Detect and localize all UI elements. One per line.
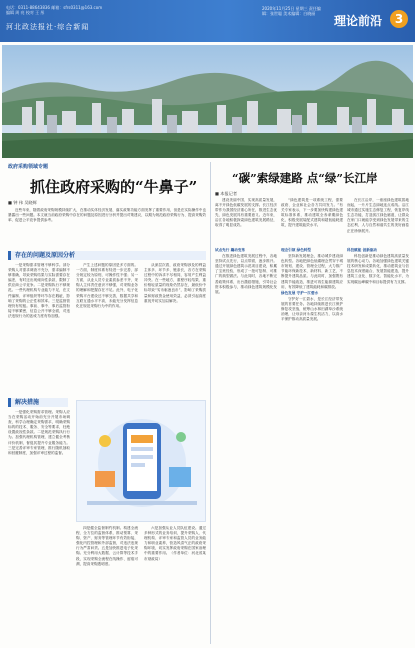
paragraph: 在长江沿岸，一座座绿色建筑拔地而起，一片片生态绿地连点成线。沿江城市通过实施生态修复工程，恢复岸线生态功能，打造滨江绿色廊道，让群众在家门口就能享受到绿色发展带来的生态红利，人与自然和谐共生的美好画卷正在徐徐展开。 — [347, 198, 409, 233]
skyline-illustration — [2, 45, 413, 158]
paragraph: 一是采购需求管理不够科学。部分采购人对需求调查不充分，需求编制不够准确，导致采购结果与实际需要存在偏差，有时还出现倾向性条款，限制了供应商公平竞争。二是采购执行不够规范。一些代理机构专业能力不足，在文件编制、评审组织等环节存在瑕疵，影响了采购的公正性和效率。三是监督管理仍有短板。事前、事中、事后监管衔接不够紧密，信息公开不够全面，对违法违规行为的惩戒力度有待加强。 — [8, 263, 70, 318]
article1-col6 — [144, 526, 206, 642]
contact-line: 电话：0311-88643836 邮箱：sfrs0311@163.com — [6, 5, 103, 10]
article1-byline: ■ 钟 伟 吴晓辉 — [8, 200, 37, 205]
masthead — [0, 0, 415, 42]
paragraph: 守护好一江碧水，是长江经济带发展的首要任务。各地持续推进长江保护修复攻坚战，统筹山水林田湖草沙系统治理，让母亲河永葆生机活力，以高水平保护推动高质量发展。 — [281, 296, 343, 322]
section-title: 理论前沿 — [334, 14, 383, 28]
procurement-illustration — [76, 400, 206, 522]
article1-col5 — [76, 526, 138, 642]
masthead-date-info: 2020年11月25日 星期三 责任编辑：张世聪 美术编辑：白晓丽 — [262, 6, 321, 17]
page-number-badge: 3 — [390, 10, 408, 28]
article1-col4 — [8, 410, 70, 642]
paragraph: 产生上述问题的原因是多方面的。一方面，制度体系有待进一步完善，部分规定较为原则，可操作性不强；另一方面，从业人员专业素质参差不齐，采购人主体责任意识不够强，对采购业务的理解和把握存在不足。此外，电子化采购平台建设还不够完善，数据共享和互联互通水平不高，未能充分发挥信息化在规范采购行为中的作用。 — [76, 263, 138, 308]
subheading: 绿色发展 守护一江碧水 — [281, 290, 319, 295]
paragraph: 从深层次看，政府采购涉及的利益主体多、环节多、链条长，各方在采购过程中的诉求不尽相同，容易产生利益冲突。在一些地方，重程序轻结果、重价格轻质量的现象仍然存在，最低价中标导致“劣币驱逐良币”，影响了采购质量和财政资金使用效益，必须引起高度重视并切实加以解决。 — [144, 263, 206, 303]
article1-col1 — [8, 263, 70, 393]
paragraph: 科技创新是推动绿色建筑高质量发展的核心动力。各地加强绿色建筑关键技术研发和成果转化，推动建筑业与信息技术深度融合，发展智能建造，提升建筑工业化、数字化、智能化水平，为实现碳达峰碳中和目标提供有力支撑。 — [347, 254, 409, 284]
article1-col3 — [144, 263, 206, 393]
masthead-contact-info — [6, 5, 126, 15]
article2-colB-top — [281, 198, 343, 244]
section-heading-problems: 存在的问题及原因分析 — [8, 251, 206, 260]
column-divider — [210, 162, 211, 644]
article1-tag: 政府采购领域专题 — [8, 164, 49, 170]
article2-col2 — [281, 247, 343, 642]
subheading: 理念引领 绿色转型 — [281, 248, 312, 252]
paragraph: 四是健全监督制约机制。构建全流程、全方位的监督体系，推动预算、采购、资产、财务等管理环节有效衔接，强化内控管理和外部监督，对违法违规行为严肃问责。五是加快推进电子化采购。充分利用大数据、云计算等技术手段，实现采购全流程在线操作、留痕可溯，提高采购透明度。 — [76, 526, 138, 566]
paragraph: 一是强化采购需求管理。采购人应当在采购活动开始前充分开展市场调查，科学合理确定采购需求，明确采购标的的技术、服务、安全等要求，杜绝设置歧视性条款。二是规范采购执行行为。加强代理机构管理，建立健全考核评价机制，督促其提升专业服务能力。三是完善评审专家管理，推行随机抽取和回避制度，加强评审过程的监督。 — [8, 410, 70, 455]
section-heading-solutions: 解决措施 — [8, 398, 68, 407]
subheading: 试点先行 撬动变革 — [215, 248, 246, 252]
paragraph: 坚持新发展理念，推动城乡建设绿色转型。各地把绿色低碳理念贯穿于城市规划、建设、管理全过程，大力推广节能环保新技术、新材料、新工艺，不断提升建筑品质。与此同时，加强既有建筑节能改造，推进可再生能源建筑应用，有效降低了建筑能耗和碳排放。 — [281, 254, 343, 289]
paragraph: 六是加强从业人员队伍建设。通过多种形式的业务培训，提升采购人、代理机构、评审专家和监管人员的业务能力和职业素养，营造风清气正的政府采购环境，切实发挥政府采购在国家治理中的重要作用。（作者单位：河北省某市财政局） — [144, 526, 206, 561]
article2-byline: ■ 本报记者 — [215, 191, 238, 196]
editor-line: 编辑 周 亮 校对 王 彤 — [6, 10, 45, 16]
article2-colD-top — [347, 198, 409, 244]
article1-headline: 抓住政府采购的“牛鼻子” — [30, 178, 198, 196]
city-skyline-photo — [2, 45, 413, 158]
paragraph: 在推进绿色建筑发展过程中，各地坚持试点先行，以点带面，逐步推开。通过开展绿色建筑示范项目建设，积累了宝贵经验，形成了一批可复制、可推广的典型做法。与此同时，各地不断完善政策体系，出台激励措施，引导社会资本积极参与，推动绿色建筑规模化发展。 — [215, 254, 277, 294]
article2-headline: “碳”索绿建路 点“绿”长江岸 — [232, 171, 378, 185]
lead-paragraph: 近些年来，随着政府采购规模持续扩大，在推动实体经济发展、落实政策功能方面发挥了重要作用，但是在实际操作中也暴露出一些问题。本文就当前政府采购中存在的问题及原因进行分析并提出对策建议，以期为规范政府采购行为、提高采购效率、促进公平竞争提供参考。 — [8, 208, 206, 223]
phone-shopping-illustration — [77, 401, 206, 522]
article2-col3 — [347, 247, 409, 642]
article1-col2 — [76, 263, 138, 393]
masthead-brand: 河北政法报社·综合新闻 — [6, 23, 90, 31]
paragraph: 建设美丽中国、实现高质量发展，离不开绿色低碳发展的支撑。长江经济带作为我国经济重心所在，推进生态优先、绿色发展具有重要意义。近年来，沿江各地积极探索绿色建筑发展路径，取得了明显成效。 — [215, 198, 277, 228]
article2-col1 — [215, 247, 277, 642]
article1-lead — [8, 208, 206, 248]
subheading: 科技赋能 创新驱动 — [347, 248, 378, 252]
article2-intro — [215, 198, 277, 244]
paragraph: “绿色建筑是一项系统工程，需要政府、企业和社会各方共同发力。”有关专家表示，下一步要加快构建绿色建筑标准体系，推动建筑全寿命期绿色化，积极发展装配式建筑和超低能耗建筑，提升建筑能效水平。 — [281, 198, 343, 228]
